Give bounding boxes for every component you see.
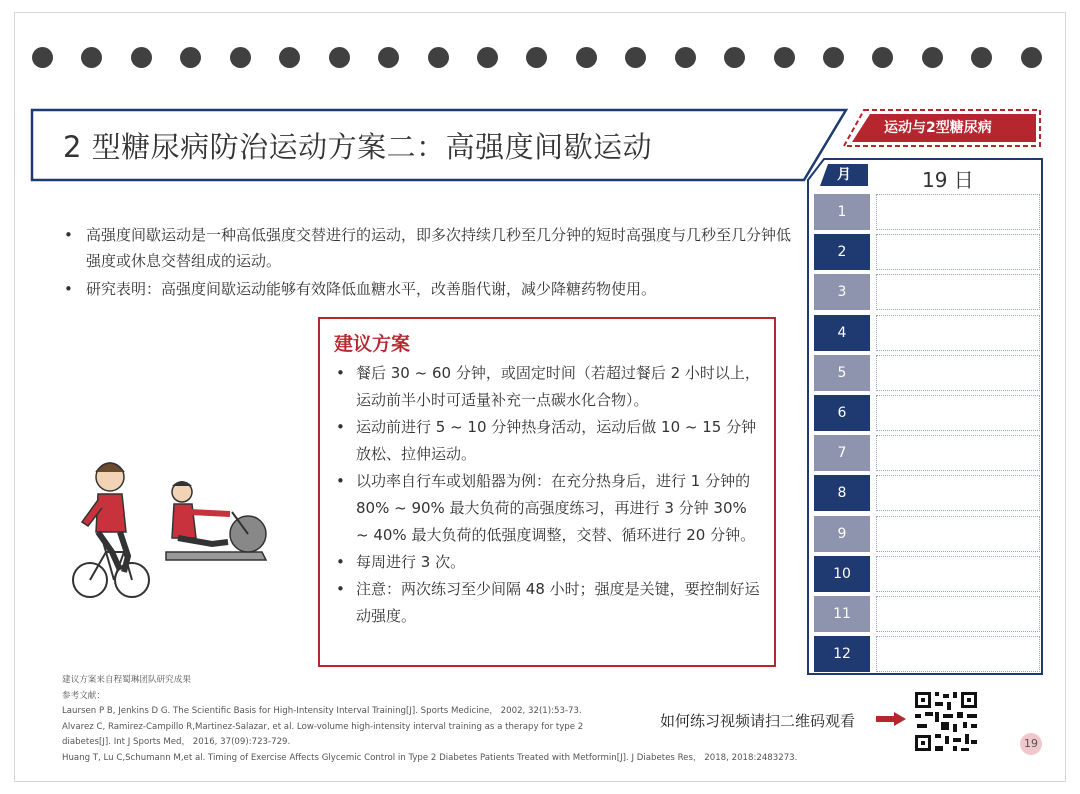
- recommend-title: 建议方案: [334, 333, 411, 355]
- binder-hole: [279, 47, 300, 68]
- record-cell[interactable]: [876, 234, 1040, 270]
- binder-holes: [32, 47, 1042, 69]
- rower-figure: [166, 481, 266, 560]
- record-cell[interactable]: [876, 315, 1040, 351]
- binder-hole: [329, 47, 350, 68]
- record-cell[interactable]: [876, 194, 1040, 230]
- month-number: 1: [814, 194, 870, 230]
- recommend-item: • 注意：两次练习至少间隔 48 小时；强度是关键，要控制好运动强度。: [334, 576, 762, 630]
- intro-list: [62, 222, 792, 304]
- record-cell[interactable]: [876, 516, 1040, 552]
- references-label: 参考文献：: [62, 690, 105, 701]
- calendar-row: [814, 313, 1040, 353]
- binder-hole: [378, 47, 399, 68]
- binder-hole: [230, 47, 251, 68]
- record-cell[interactable]: [876, 636, 1040, 672]
- binder-hole: [428, 47, 449, 68]
- binder-hole: [81, 47, 102, 68]
- calendar-row: [814, 353, 1040, 393]
- category-tag: [842, 108, 1042, 148]
- record-cell[interactable]: [876, 435, 1040, 471]
- binder-hole: [872, 47, 893, 68]
- record-cell[interactable]: [876, 596, 1040, 632]
- calendar-row: [814, 554, 1040, 594]
- binder-hole: [477, 47, 498, 68]
- month-number: 4: [814, 315, 870, 351]
- reference-item: Huang T, Lu C,Schumann M,et al. Timing of Exercise Affects Glycemic Control in Type 2 Diabetes Patients Treated with Metformin[J]. J Diabetes Res， 2018, 2018:2483273.: [62, 752, 798, 763]
- binder-hole: [774, 47, 795, 68]
- calendar-month-label: 月: [837, 167, 851, 183]
- binder-hole: [823, 47, 844, 68]
- record-cell[interactable]: [876, 475, 1040, 511]
- recommend-item: • 每周进行 3 次。: [334, 549, 762, 576]
- binder-hole: [180, 47, 201, 68]
- calendar-panel: [806, 158, 1044, 676]
- calendar-rows: [814, 192, 1040, 674]
- calendar-row: [814, 594, 1040, 634]
- calendar-row: [814, 272, 1040, 312]
- reference-item: Laursen P B, Jenkins D G. The Scientific Basis for High-Intensity Interval Training[J]. Sports Medicine， 2002, 32(1):53-73.: [62, 706, 582, 716]
- arrow-right-icon: [876, 712, 906, 726]
- recommend-box: [318, 317, 776, 667]
- title-banner: [30, 108, 850, 184]
- calendar-row: [814, 393, 1040, 433]
- qr-hint-text: 如何练习视频请扫二维码观看: [660, 712, 856, 730]
- calendar-row: [814, 192, 1040, 232]
- recommend-item: • 运动前进行 5 ~ 10 分钟热身活动，运动后做 10 ~ 15 分钟放松、拉伸运动。: [334, 414, 762, 468]
- binder-hole: [922, 47, 943, 68]
- calendar-day-label: 19 日: [922, 168, 974, 192]
- exercise-illustration: [62, 452, 277, 607]
- binder-hole: [32, 47, 53, 68]
- record-cell[interactable]: [876, 556, 1040, 592]
- category-tag-label: 运动与2型糖尿病: [884, 120, 992, 136]
- month-number: 5: [814, 355, 870, 391]
- binder-hole: [971, 47, 992, 68]
- month-number: 2: [814, 234, 870, 270]
- calendar-row: [814, 634, 1040, 674]
- recommend-item: • 以功率自行车或划船器为例：在充分热身后，进行 1 分钟的 80% ~ 90% 最大负荷的高强度练习，再进行 3 分钟 30% ~ 40% 最大负荷的低强度调整，交替、循环进行 20 分钟。: [334, 468, 762, 549]
- binder-hole: [724, 47, 745, 68]
- month-number: 9: [814, 516, 870, 552]
- binder-hole: [131, 47, 152, 68]
- month-number: 3: [814, 274, 870, 310]
- recommend-item: • 餐后 30 ~ 60 分钟，或固定时间（若超过餐后 2 小时以上，运动前半小时可适量补充一点碳水化合物）。: [334, 360, 762, 414]
- binder-hole: [625, 47, 646, 68]
- month-number: 12: [814, 636, 870, 672]
- recommend-list: [334, 360, 762, 630]
- source-note: 建议方案来自程蜀琳团队研究成果: [62, 675, 191, 685]
- calendar-row: [814, 473, 1040, 513]
- binder-hole: [526, 47, 547, 68]
- record-cell[interactable]: [876, 355, 1040, 391]
- reference-item: Alvarez C, Ramirez-Campillo R,Martinez-Salazar, et al. Low-volume high-intensity interval training as a therapy for type 2 diabetes[J]. Int J Sports Med， 2016, 37(09):723-729.: [62, 721, 584, 747]
- binder-hole: [675, 47, 696, 68]
- page-title: 2 型糖尿病防治运动方案二：高强度间歇运动: [63, 130, 653, 164]
- month-number: 10: [814, 556, 870, 592]
- qr-code-icon[interactable]: [913, 690, 979, 753]
- month-number: 7: [814, 435, 870, 471]
- binder-hole: [1021, 47, 1042, 68]
- intro-item: • 高强度间歇运动是一种高低强度交替进行的运动，即多次持续几秒至几分钟的短时高强度与几秒至几分钟低强度或休息交替组成的运动。: [62, 222, 792, 274]
- page-number-badge: 19: [1020, 733, 1042, 755]
- calendar-row: [814, 433, 1040, 473]
- intro-item: • 研究表明：高强度间歇运动能够有效降低血糖水平，改善脂代谢，减少降糖药物使用。: [62, 276, 792, 302]
- record-cell[interactable]: [876, 395, 1040, 431]
- month-number: 6: [814, 395, 870, 431]
- calendar-row: [814, 232, 1040, 272]
- record-cell[interactable]: [876, 274, 1040, 310]
- month-number: 11: [814, 596, 870, 632]
- calendar-row: [814, 514, 1040, 554]
- binder-hole: [576, 47, 597, 68]
- month-number: 8: [814, 475, 870, 511]
